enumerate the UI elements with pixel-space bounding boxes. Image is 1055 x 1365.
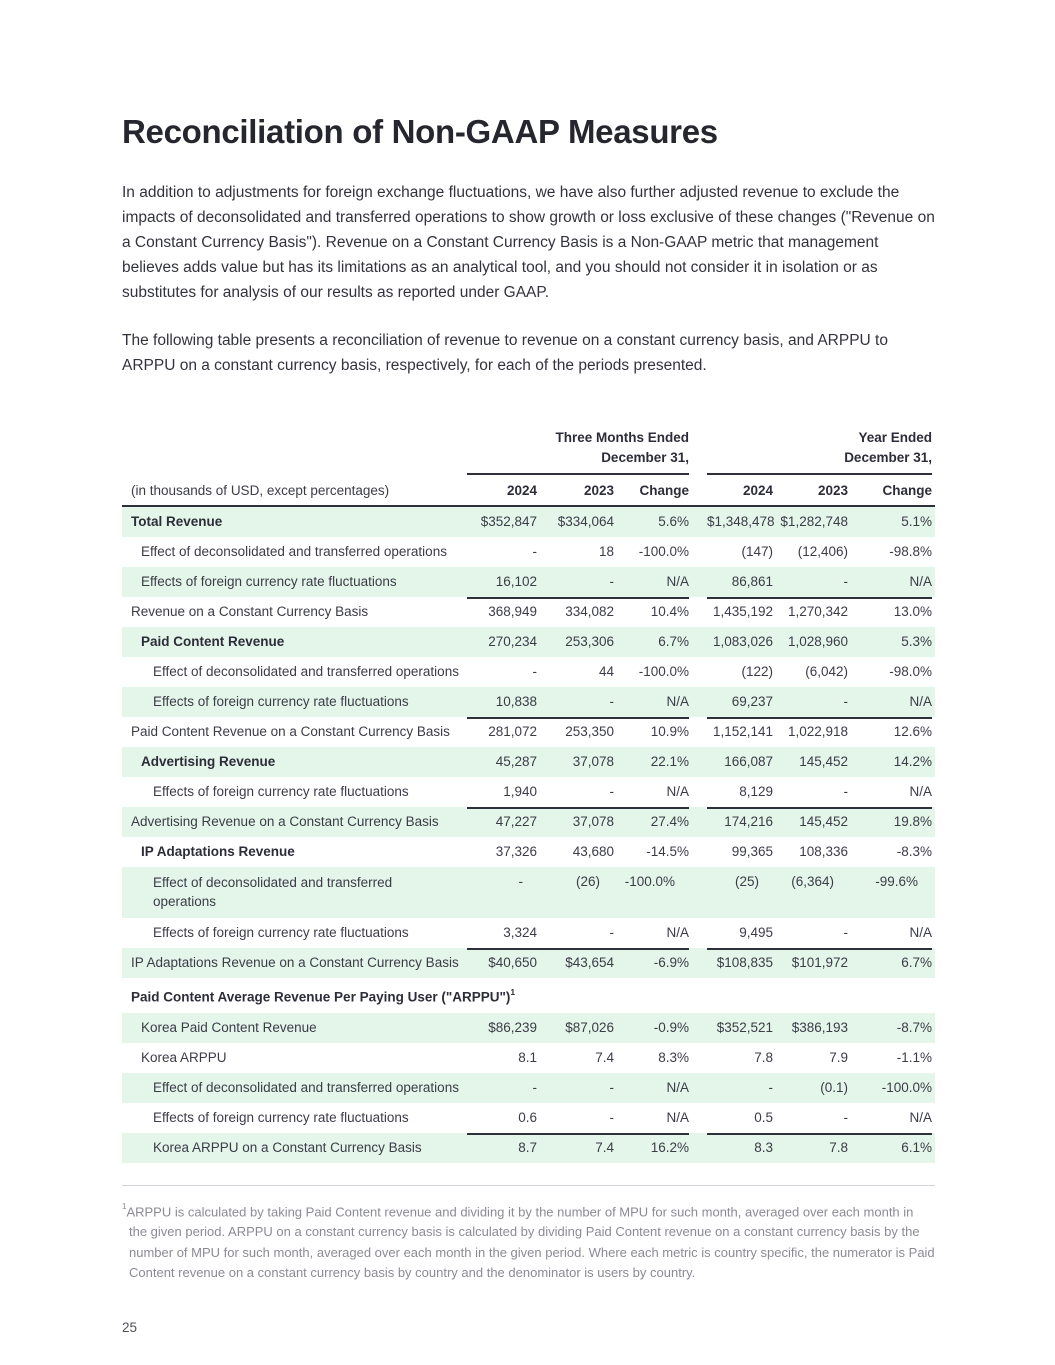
- cell-value: $40,650: [488, 955, 537, 970]
- cell-value: -98.0%: [889, 664, 932, 679]
- cell-value: 368,949: [488, 604, 537, 619]
- cell-value: 3,324: [503, 925, 537, 940]
- cell-value: N/A: [909, 694, 932, 709]
- cell-value: 86,861: [731, 574, 773, 589]
- cell-value: 7.4: [595, 1139, 614, 1155]
- cell-value: $108,835: [716, 955, 773, 970]
- cell-value: 43,680: [572, 844, 614, 859]
- table-row: [122, 567, 935, 597]
- cell-value: -: [843, 1109, 848, 1125]
- footnote: [122, 1199, 935, 1284]
- reconciliation-table: [122, 428, 935, 1163]
- page-number: 25: [122, 1319, 138, 1335]
- column-header: 2024: [742, 482, 773, 498]
- row-label: Paid Content Revenue on a Constant Currency Basis: [131, 724, 450, 739]
- row-label: Effect of deconsolidated and transferred operations: [141, 544, 447, 559]
- table-row: [122, 948, 935, 978]
- cell-value: -100.0%: [638, 544, 689, 559]
- units-note: (in thousands of USD, except percentages): [131, 482, 390, 498]
- row-label: Paid Content Average Revenue Per Paying User ("ARPPU")$^1$: [131, 987, 516, 1005]
- cell-value: (122): [741, 664, 773, 679]
- group-header-year-ended: [707, 428, 932, 475]
- cell-value: 6.7%: [658, 634, 689, 649]
- footnote-marker: 1: [122, 1201, 127, 1211]
- table-row: [122, 507, 935, 537]
- cell-value: -14.5%: [646, 844, 689, 859]
- cell-value: 281,072: [488, 724, 537, 739]
- cell-value: N/A: [909, 1109, 932, 1125]
- cell-value: -: [609, 925, 614, 940]
- table-row: [122, 687, 935, 717]
- row-label: Revenue on a Constant Currency Basis: [131, 604, 369, 619]
- table-row: [122, 657, 935, 687]
- cell-value: 0.5: [754, 1109, 773, 1125]
- cell-value: 45,287: [495, 754, 537, 769]
- group-header-three-months: [467, 428, 689, 475]
- cell-value: (6,364): [791, 874, 834, 889]
- row-label: Effect of deconsolidated and transferred operations: [153, 664, 459, 679]
- row-label: IP Adaptations Revenue: [141, 844, 295, 859]
- cell-value: -: [843, 574, 848, 589]
- cell-value: (0.1): [820, 1079, 848, 1095]
- row-label: Korea Paid Content Revenue: [141, 1019, 317, 1035]
- cell-value: 8.7: [518, 1139, 537, 1155]
- row-label: Effect of deconsolidated and transferred operations: [153, 875, 393, 909]
- column-header: Change: [882, 482, 932, 498]
- cell-value: 16.2%: [650, 1139, 689, 1155]
- cell-value: -100.0%: [638, 664, 689, 679]
- group-header-line: Year Ended: [858, 430, 932, 445]
- table-period-header-row: [122, 428, 935, 475]
- cell-value: $352,521: [716, 1019, 773, 1035]
- row-label: IP Adaptations Revenue on a Constant Currency Basis: [131, 955, 459, 970]
- cell-value: -: [532, 664, 537, 679]
- cell-value: 69,237: [731, 694, 773, 709]
- cell-value: 1,028,960: [787, 634, 848, 649]
- column-header: 2023: [817, 482, 848, 498]
- header-spacer: [122, 428, 467, 475]
- cell-value: 334,082: [565, 604, 614, 619]
- page-title: Reconciliation of Non-GAAP Measures: [122, 113, 718, 150]
- cell-value: N/A: [909, 574, 932, 589]
- cell-value: (12,406): [797, 544, 848, 559]
- cell-value: 7.9: [829, 1049, 848, 1065]
- table-row: [122, 597, 935, 627]
- cell-value: 145,452: [799, 754, 848, 769]
- cell-value: $1,348,478: [707, 514, 775, 529]
- cell-value: 145,452: [799, 814, 848, 829]
- cell-value: N/A: [666, 574, 689, 589]
- cell-value: (6,042): [805, 664, 848, 679]
- row-label: Effects of foreign currency rate fluctuations: [141, 574, 397, 589]
- cell-value: $386,193: [791, 1019, 848, 1035]
- cell-value: $87,026: [565, 1019, 614, 1035]
- table-row: [122, 837, 935, 867]
- cell-value: 1,435,192: [712, 604, 773, 619]
- cell-value: 1,270,342: [787, 604, 848, 619]
- cell-value: -0.9%: [653, 1019, 689, 1035]
- cell-value: (25): [734, 874, 759, 889]
- table-row: [122, 1043, 935, 1073]
- cell-value: -6.9%: [653, 955, 689, 970]
- cell-value: 270,234: [488, 634, 537, 649]
- cell-value: 0.6: [518, 1109, 537, 1125]
- cell-value: -: [609, 784, 614, 799]
- cell-value: 1,083,026: [712, 634, 773, 649]
- cell-value: 5.1%: [901, 514, 932, 529]
- cell-value: (26): [575, 874, 600, 889]
- cell-value: 47,227: [495, 814, 537, 829]
- cell-value: N/A: [666, 1109, 689, 1125]
- cell-value: -: [768, 1079, 773, 1095]
- table-row: [122, 1013, 935, 1043]
- cell-value: $334,064: [557, 514, 614, 529]
- cell-value: 174,216: [724, 814, 773, 829]
- cell-value: N/A: [666, 925, 689, 940]
- row-label: Effects of foreign currency rate fluctuations: [153, 784, 409, 799]
- cell-value: $101,972: [791, 955, 848, 970]
- group-header-line: December 31,: [601, 450, 689, 465]
- cell-value: -: [609, 1079, 614, 1095]
- cell-value: 19.8%: [893, 814, 932, 829]
- cell-value: -100.0%: [881, 1079, 932, 1095]
- row-label: Paid Content Revenue: [141, 634, 285, 649]
- cell-value: 9,495: [739, 925, 773, 940]
- row-label: Advertising Revenue: [141, 754, 276, 769]
- cell-value: -: [843, 694, 848, 709]
- cell-value: 166,087: [724, 754, 773, 769]
- cell-value: N/A: [666, 1079, 689, 1095]
- cell-value: 5.6%: [658, 514, 689, 529]
- footnote-text: ARPPU is calculated by taking Paid Content revenue and dividing it by the number of MPU for such month, averaged over each month in the given period. ARPPU on a constant currency basis is calculated by dividing Paid Content revenue on a constant currency basis by the number of MPU for such month, averaged over each month in the given period. Where each metric is country specific, the numerator is Paid Content revenue on a constant currency basis by country and the denominator is users by country.: [126, 1203, 935, 1281]
- row-label: Effects of foreign currency rate fluctuations: [153, 694, 409, 709]
- cell-value: 253,350: [565, 724, 614, 739]
- cell-value: 8.1: [518, 1049, 537, 1065]
- table-row: [122, 747, 935, 777]
- row-label: Korea ARPPU on a Constant Currency Basis: [153, 1139, 422, 1155]
- cell-value: 14.2%: [893, 754, 932, 769]
- cell-value: -8.7%: [896, 1019, 932, 1035]
- cell-value: 12.6%: [893, 724, 932, 739]
- cell-value: -: [609, 694, 614, 709]
- intro-paragraph-1: In addition to adjustments for foreign exchange fluctuations, we have also further adjusted revenue to exclude the impacts of deconsolidated and transferred operations to show growth or loss exclusive of these changes ("Revenue on a Constant Currency Basis"). Revenue on a Constant Currency Basis is a Non-GAAP metric that management believes adds value but has its limitations as an analytical tool, and you should not consider it in isolation or as substitutes for analysis of our results as reported under GAAP.: [122, 184, 935, 301]
- column-header: 2024: [506, 482, 537, 498]
- footnote-reference: 1: [510, 987, 516, 997]
- footnote-divider: [122, 1185, 935, 1186]
- table-body: [122, 507, 935, 1163]
- row-label: Korea ARPPU: [141, 1049, 227, 1065]
- cell-value: $86,239: [488, 1019, 537, 1035]
- cell-value: 1,022,918: [787, 724, 848, 739]
- table-row: [122, 627, 935, 657]
- cell-value: 44: [598, 664, 614, 679]
- row-label: Effects of foreign currency rate fluctuations: [153, 925, 409, 940]
- cell-value: 37,326: [495, 844, 537, 859]
- cell-value: 253,306: [565, 634, 614, 649]
- table-row: [122, 918, 935, 948]
- cell-value: (147): [741, 544, 773, 559]
- cell-value: N/A: [666, 694, 689, 709]
- cell-value: 18: [598, 544, 614, 559]
- table-row: [122, 1103, 935, 1133]
- table-row: [122, 777, 935, 807]
- cell-value: 1,152,141: [712, 724, 773, 739]
- cell-value: 13.0%: [893, 604, 932, 619]
- cell-value: 27.4%: [650, 814, 689, 829]
- cell-value: 99,365: [731, 844, 773, 859]
- cell-value: -99.6%: [875, 874, 918, 889]
- cell-value: -: [532, 544, 537, 559]
- row-label: Advertising Revenue on a Constant Currency Basis: [131, 814, 439, 829]
- table-row: [122, 717, 935, 747]
- row-label: Effect of deconsolidated and transferred operations: [153, 1079, 459, 1095]
- cell-value: -: [532, 1079, 537, 1095]
- cell-value: $43,654: [565, 955, 614, 970]
- cell-value: 10.9%: [650, 724, 689, 739]
- cell-value: 5.3%: [901, 634, 932, 649]
- cell-value: 6.1%: [901, 1139, 932, 1155]
- group-header-line: Three Months Ended: [555, 430, 689, 445]
- intro-paragraph-2: The following table presents a reconciliation of revenue to revenue on a constant currency basis, and ARPPU to ARPPU on a constant currency basis, respectively, for each of the periods presented.: [122, 332, 888, 374]
- cell-value: 8.3%: [658, 1049, 689, 1065]
- cell-value: 16,102: [495, 574, 537, 589]
- cell-value: 22.1%: [650, 754, 689, 769]
- cell-value: 108,336: [799, 844, 848, 859]
- cell-value: 1,940: [503, 784, 537, 799]
- cell-value: -8.3%: [896, 844, 932, 859]
- cell-value: -: [843, 784, 848, 799]
- table-row: [122, 807, 935, 837]
- group-header-line: December 31,: [844, 450, 932, 465]
- table-column-header-row: [122, 475, 935, 507]
- cell-value: 10.4%: [650, 604, 689, 619]
- cell-value: 37,078: [572, 814, 614, 829]
- table-row: [122, 978, 935, 1013]
- cell-value: 8,129: [739, 784, 773, 799]
- cell-value: -98.8%: [889, 544, 932, 559]
- cell-value: 37,078: [572, 754, 614, 769]
- cell-value: N/A: [909, 925, 932, 940]
- cell-value: -: [843, 925, 848, 940]
- row-label: Effects of foreign currency rate fluctuations: [153, 1109, 409, 1125]
- table-row: [122, 537, 935, 567]
- cell-value: 7.4: [595, 1049, 614, 1065]
- table-row: [122, 867, 935, 918]
- cell-value: -: [518, 874, 523, 889]
- cell-value: -: [609, 1109, 614, 1125]
- cell-value: -100.0%: [624, 874, 675, 889]
- table-row: [122, 1133, 935, 1163]
- cell-value: $352,847: [480, 514, 537, 529]
- cell-value: 7.8: [829, 1139, 848, 1155]
- cell-value: N/A: [666, 784, 689, 799]
- cell-value: 7.8: [754, 1049, 773, 1065]
- cell-value: 6.7%: [901, 955, 932, 970]
- cell-value: N/A: [909, 784, 932, 799]
- cell-value: -: [609, 574, 614, 589]
- cell-value: 8.3: [754, 1139, 773, 1155]
- column-header: Change: [639, 482, 689, 498]
- row-label: Total Revenue: [131, 514, 223, 529]
- column-header: 2023: [583, 482, 614, 498]
- cell-value: $1,282,748: [780, 514, 848, 529]
- cell-value: 10,838: [495, 694, 537, 709]
- table-row: [122, 1073, 935, 1103]
- cell-value: -1.1%: [896, 1049, 932, 1065]
